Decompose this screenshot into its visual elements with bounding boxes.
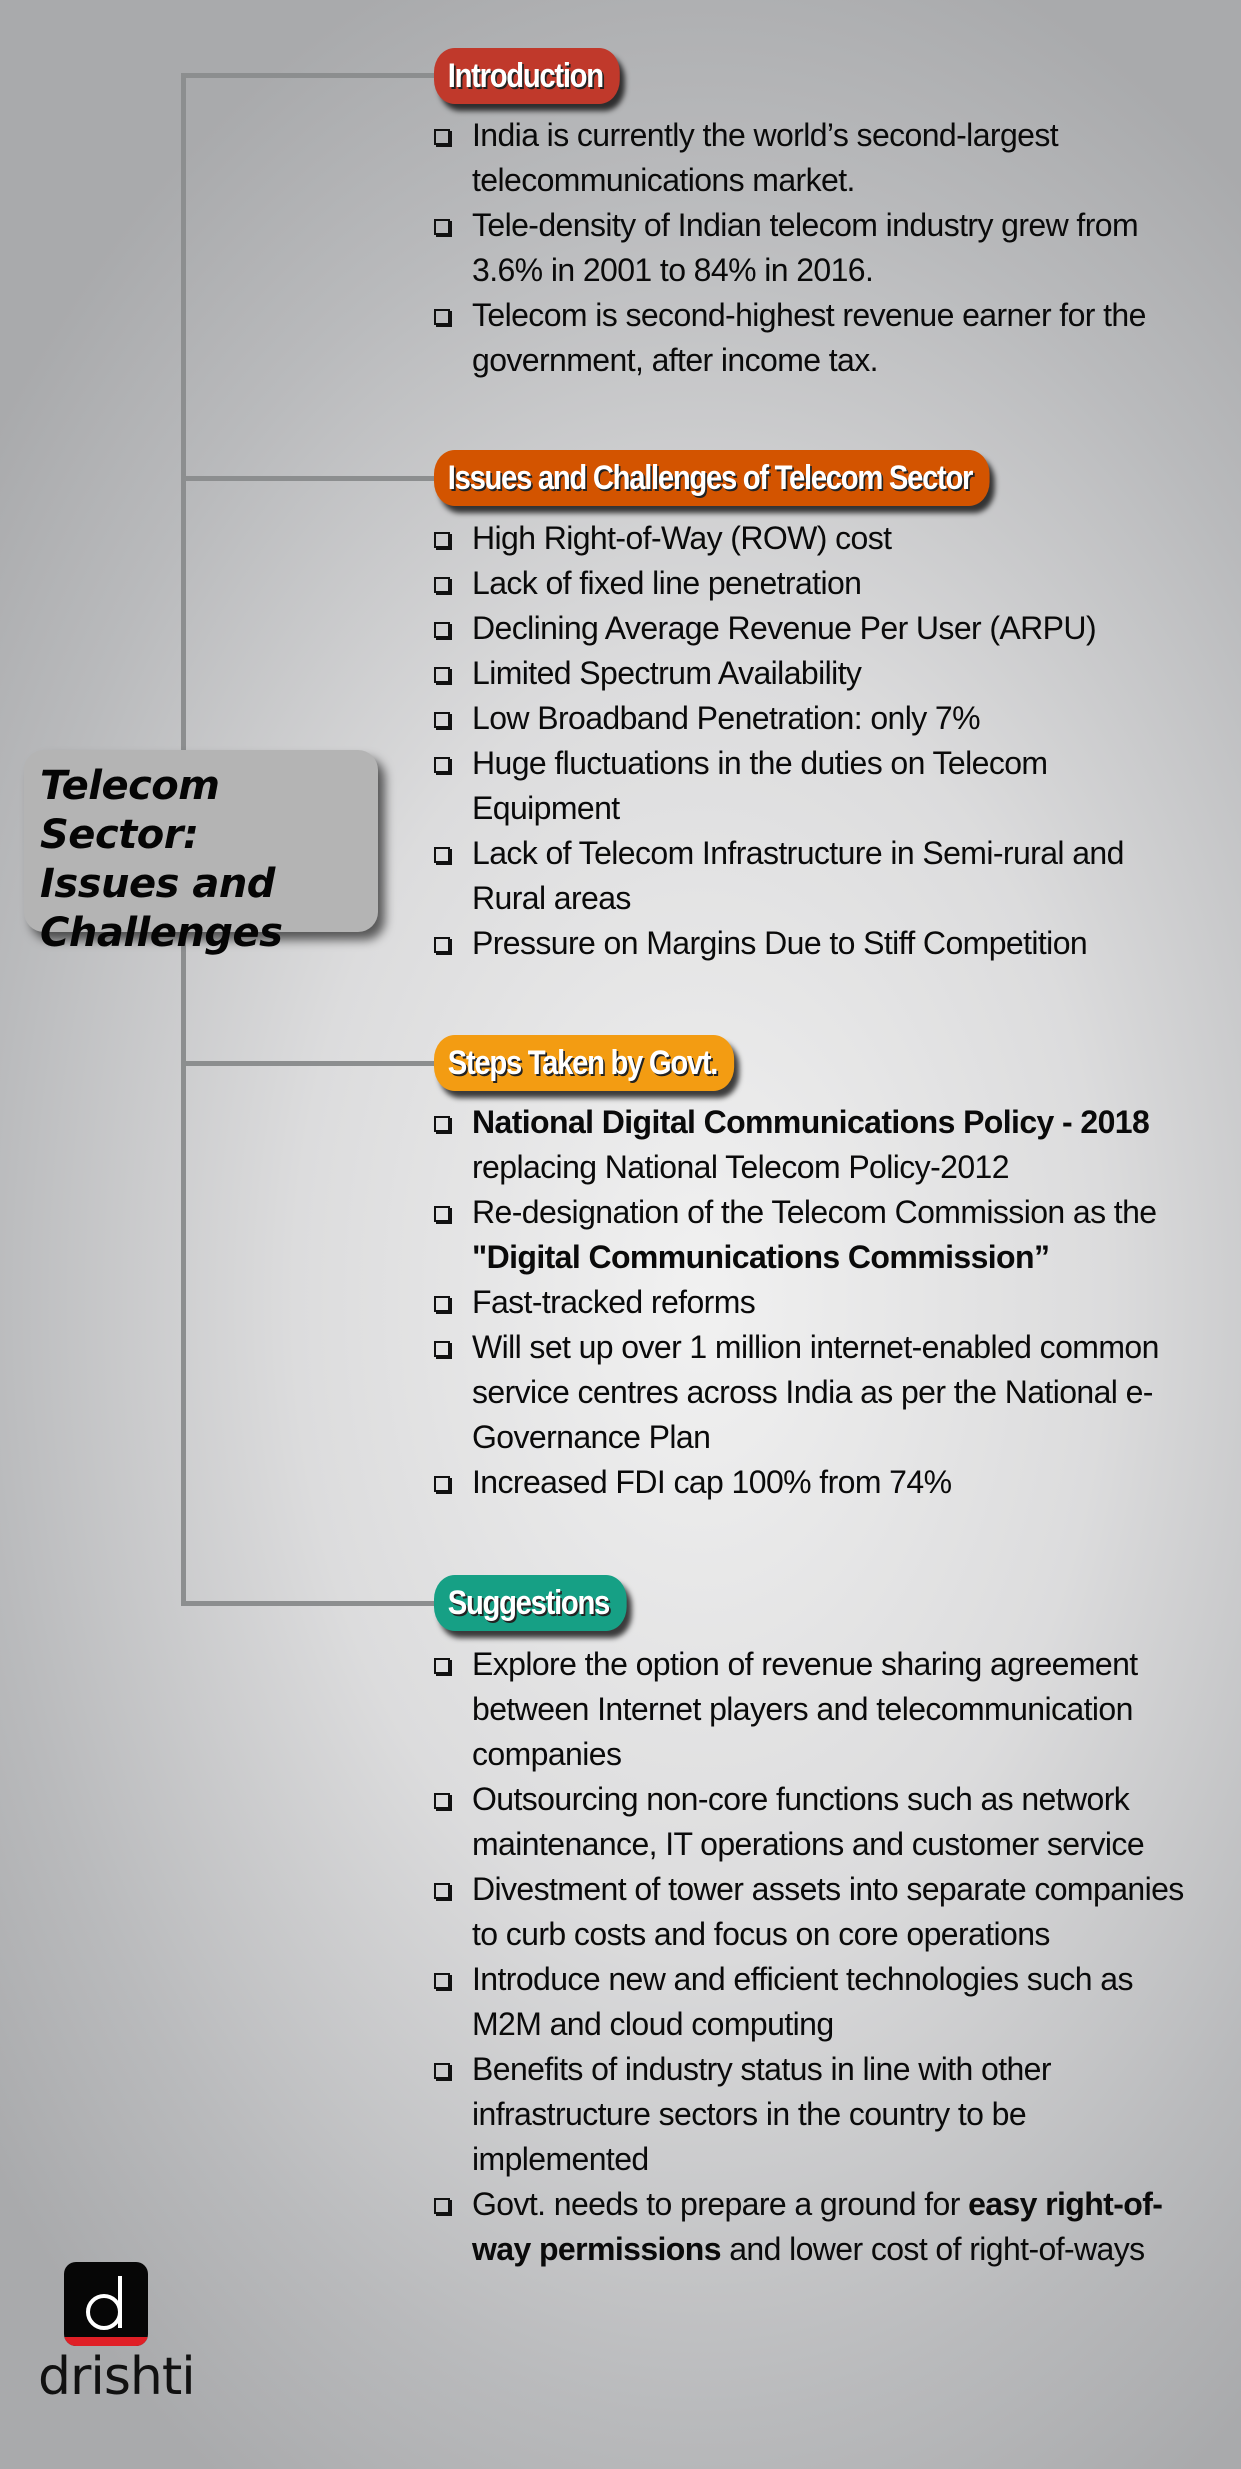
item-text: Explore the option of revenue sharing agreement between Internet players and telecommunication companies <box>472 1646 1138 1772</box>
list-item <box>432 696 1192 741</box>
square-bullet-icon <box>434 1973 450 1989</box>
list-item <box>432 2182 1192 2272</box>
heading-suggestions: Suggestions <box>434 1575 626 1631</box>
item-text: Declining Average Revenue Per User (ARPU) <box>472 610 1096 646</box>
list-item <box>432 1957 1192 2047</box>
issues-list <box>432 516 1192 966</box>
square-bullet-icon <box>434 1658 450 1674</box>
item-text: Low Broadband Penetration: only 7% <box>472 700 980 736</box>
list-item <box>432 1777 1192 1867</box>
heading-issues-and-challenges: Issues and Challenges of Telecom Sector <box>434 450 989 506</box>
emphasized-text: National Digital Communications Policy - 2018 <box>472 1104 1150 1140</box>
item-text: Re-designation of the Telecom Commission as the <box>472 1194 1157 1230</box>
square-bullet-icon <box>434 532 450 548</box>
emphasized-text: easy right-of-way permissions <box>472 2186 1163 2267</box>
item-text: replacing National Telecom Policy-2012 <box>472 1149 1009 1185</box>
square-bullet-icon <box>434 757 450 773</box>
list-item <box>432 203 1152 293</box>
square-bullet-icon <box>434 937 450 953</box>
item-text: Limited Spectrum Availability <box>472 655 862 691</box>
square-bullet-icon <box>434 1883 450 1899</box>
logo-wordmark: drishti <box>38 2347 195 2407</box>
item-text: Govt. needs to prepare a ground for <box>472 2186 969 2222</box>
central-topic-box <box>24 750 378 956</box>
item-text: Outsourcing non-core functions such as network maintenance, IT operations and customer service <box>472 1781 1145 1862</box>
square-bullet-icon <box>434 577 450 593</box>
square-bullet-icon <box>434 1476 450 1492</box>
square-bullet-icon <box>434 2198 450 2214</box>
list-item <box>432 741 1192 831</box>
connector-suggestions <box>181 1601 441 1606</box>
list-item <box>432 1325 1222 1460</box>
item-text: High Right-of-Way (ROW) cost <box>472 520 892 556</box>
connector-introduction <box>181 73 441 78</box>
item-text: Introduce new and efficient technologies such as M2M and cloud computing <box>472 1961 1133 2042</box>
item-text: Lack of fixed line penetration <box>472 565 862 601</box>
square-bullet-icon <box>434 847 450 863</box>
connector-steps <box>181 1061 441 1066</box>
list-item <box>432 113 1152 203</box>
list-item <box>432 1460 1222 1505</box>
item-text: Increased FDI cap 100% from 74% <box>472 1464 952 1500</box>
list-item <box>432 2047 1192 2182</box>
square-bullet-icon <box>434 1341 450 1357</box>
heading-introduction: Introduction <box>434 48 620 104</box>
item-text: Tele-density of Indian telecom industry grew from 3.6% in 2001 to 84% in 2016. <box>472 207 1139 288</box>
item-text: Lack of Telecom Infrastructure in Semi-rural and Rural areas <box>472 835 1124 916</box>
item-text: Divestment of tower assets into separate companies to curb costs and focus on core operations <box>472 1871 1184 1952</box>
square-bullet-icon <box>434 309 450 325</box>
square-bullet-icon <box>434 2063 450 2079</box>
square-bullet-icon <box>434 1793 450 1809</box>
item-text: Will set up over 1 million internet-enabled common service centres across India as per the National e-Governance Plan <box>472 1329 1159 1455</box>
list-item <box>432 1642 1192 1777</box>
list-item <box>432 516 1192 561</box>
list-item <box>432 1280 1222 1325</box>
square-bullet-icon <box>434 667 450 683</box>
list-item <box>432 921 1192 966</box>
item-text: Benefits of industry status in line with other infrastructure sectors in the country to be implemented <box>472 2051 1051 2177</box>
item-text: Pressure on Margins Due to Stiff Competition <box>472 925 1088 961</box>
heading-steps-taken-by-govt: Steps Taken by Govt. <box>434 1035 734 1091</box>
square-bullet-icon <box>434 1206 450 1222</box>
square-bullet-icon <box>434 219 450 235</box>
connector-issues <box>181 476 441 481</box>
central-title-line-2: Issues and <box>40 861 275 907</box>
central-title-line-1: Telecom Sector: <box>40 763 220 858</box>
drishti-d-icon <box>64 2262 148 2346</box>
item-text: Fast-tracked reforms <box>472 1284 756 1320</box>
suggestions-list <box>432 1642 1192 2272</box>
item-text: India is currently the world’s second-largest telecommunications market. <box>472 117 1059 198</box>
list-item <box>432 1100 1222 1190</box>
item-text: Telecom is second-highest revenue earner for the government, after income tax. <box>472 297 1146 378</box>
list-item <box>432 1190 1222 1280</box>
introduction-list <box>432 113 1152 383</box>
square-bullet-icon <box>434 622 450 638</box>
list-item <box>432 651 1192 696</box>
list-item <box>432 1867 1192 1957</box>
list-item <box>432 561 1192 606</box>
square-bullet-icon <box>434 712 450 728</box>
central-title-line-3: Challenges <box>40 910 283 956</box>
item-text: Huge fluctuations in the duties on Telecom Equipment <box>472 745 1048 826</box>
square-bullet-icon <box>434 129 450 145</box>
square-bullet-icon <box>434 1116 450 1132</box>
square-bullet-icon <box>434 1296 450 1312</box>
list-item <box>432 831 1192 921</box>
item-text: and lower cost of right-of-ways <box>720 2231 1145 2267</box>
steps-list <box>432 1100 1222 1505</box>
list-item <box>432 606 1192 651</box>
list-item <box>432 293 1152 383</box>
emphasized-text: "Digital Communications Commission” <box>472 1239 1050 1275</box>
